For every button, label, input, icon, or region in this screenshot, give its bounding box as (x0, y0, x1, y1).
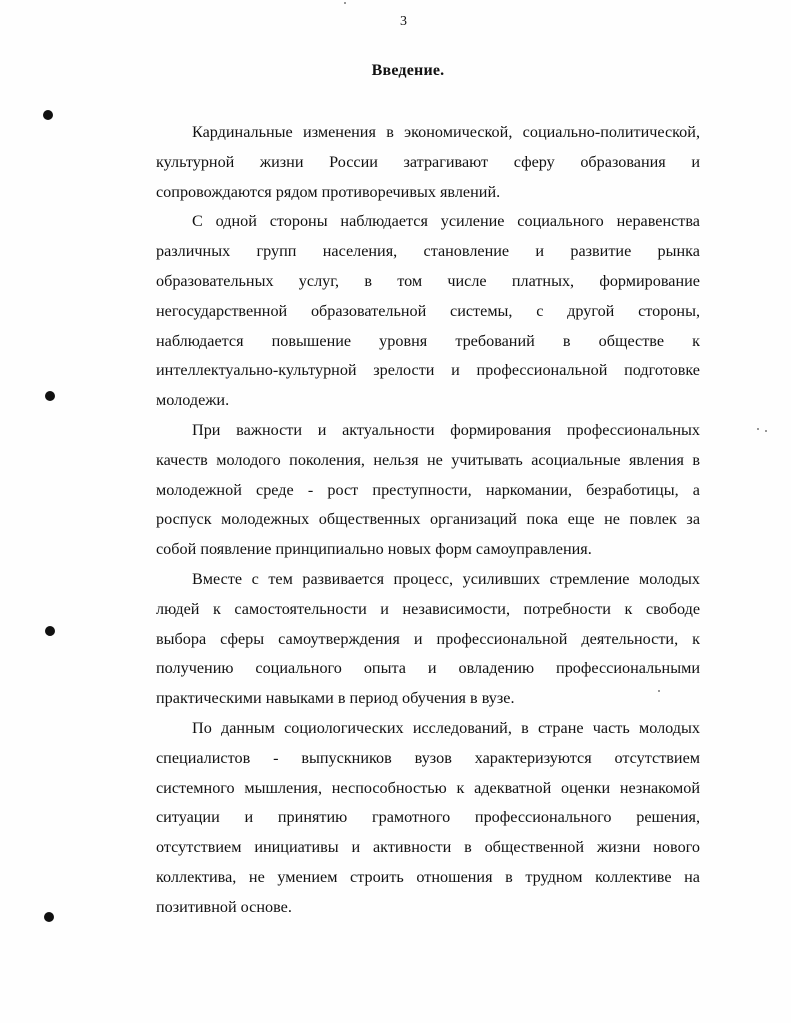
text-line: молодежи. (156, 391, 230, 410)
text-line: При важности и актуальности формирования профессиональных (192, 420, 700, 439)
page-number: 3 (400, 14, 407, 29)
text-line: культурной жизни России затрагивают сферу образования и (156, 152, 700, 171)
binder-hole-dot (45, 626, 55, 636)
binder-hole-dot (45, 391, 55, 401)
text-line: негосударственной образовательной системы, с другой стороны, (156, 301, 700, 320)
text-line: наблюдается повышение уровня требований в обществе к (156, 331, 700, 350)
text-line: образовательных услуг, в том числе платных, формирование (156, 271, 700, 290)
text-line: собой появление принципиально новых форм самоуправления. (156, 540, 592, 559)
text-line: коллектива, не умением строить отношения в трудном коллективе на (156, 867, 700, 886)
text-line: роспуск молодежных общественных организаций пока еще не повлек за (156, 510, 700, 529)
paragraph (120, 118, 700, 207)
text-line: качеств молодого поколения, нельзя не учитывать асоциальные явления в (156, 450, 700, 469)
scan-speck (344, 2, 346, 4)
text-line: С одной стороны наблюдается усиление социального неравенства (192, 212, 700, 231)
paragraph (120, 714, 700, 923)
binder-hole-dot (44, 912, 54, 922)
text-line: Кардинальные изменения в экономической, социально-политической, (192, 123, 700, 141)
text-line: различных групп населения, становление и развитие рынка (156, 242, 700, 261)
text-line: интеллектуально-культурной зрелости и профессиональной подготовке (156, 361, 700, 380)
text-line: сопровождаются рядом противоречивых явлений. (156, 182, 501, 201)
text-line: Вместе с тем развивается процесс, усиливших стремление молодых (192, 569, 700, 588)
paragraph (120, 416, 700, 565)
text-line: По данным социологических исследований, в стране часть молодых (192, 718, 700, 737)
text-line: получению социального опыта и овладению профессиональными (156, 659, 700, 678)
text-line: ситуации и принятию грамотного профессионального решения, (156, 808, 700, 827)
text-line: выбора сферы самоутверждения и профессиональной деятельности, к (156, 629, 700, 648)
text-line: практическими навыками в период обучения в вузе. (156, 689, 515, 708)
scan-speck (765, 430, 767, 432)
page-title: Введение. (371, 62, 445, 79)
binder-hole-dot (43, 110, 53, 120)
text-line: людей к самостоятельности и независимости, потребности к свободе (156, 599, 700, 618)
body-text (120, 118, 700, 923)
scan-speck (757, 428, 759, 430)
paragraph (120, 207, 700, 416)
paragraph (120, 565, 700, 714)
text-line: отсутствием инициативы и активности в общественной жизни нового (156, 838, 700, 857)
text-line: специалистов - выпускников вузов характеризуются отсутствием (156, 748, 700, 767)
text-line: молодежной среде - рост преступности, наркомании, безработицы, а (156, 480, 700, 499)
text-line: позитивной основе. (156, 897, 292, 916)
text-line: системного мышления, неспособностью к адекватной оценки незнакомой (156, 778, 700, 797)
